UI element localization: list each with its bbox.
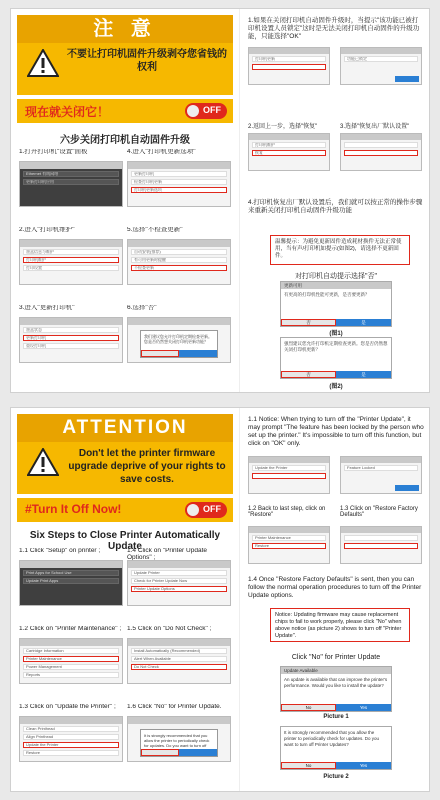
dialog-text: It is strongly recommended that you allow the printer to periodically check for updates. Do you want to turn off [144,733,210,748]
screen-row-highlighted [344,150,418,156]
notes-column [239,9,431,392]
warning-icon [27,448,59,476]
step-screenshot [19,638,123,684]
step-label: 6.选择"否" [127,305,157,311]
choose-no-caption: Click "No" for Printer Update [291,654,381,661]
step-screenshot [19,716,123,762]
locked-screenshot-1 [248,47,330,85]
screen-row-highlighted: 打印机维护 [23,257,119,263]
step-1-2 [19,626,123,684]
step-4 [127,149,231,207]
screen-bar [341,457,421,463]
step-screenshot [19,317,123,363]
step-1-6 [127,704,231,762]
restore-screenshot-2 [340,133,422,171]
screen-row-highlighted: Do Not Check [131,664,227,670]
screen-row: 有可用更新时提醒 [131,257,227,263]
screen-row: 更新打印机 [131,171,227,177]
screen-row: Printer Maintenance [252,535,326,541]
screen-row-highlighted: Restore [252,543,326,549]
screen-bar [128,717,230,724]
step-label: 1.1 Click "Setup" on printer ; [19,548,101,554]
screen-row-highlighted: Printer Update Options [131,586,227,592]
turn-off-bar [17,99,233,123]
screen-row: Print Apps for School Use [23,570,119,576]
steps-title: 六步关闭打印机自动固件升级 [60,135,190,146]
locked-screenshot-1 [248,456,330,494]
screen-row-highlighted: Printer Maintenance [23,656,119,662]
step-screenshot [127,560,231,606]
screen-row: 打印机维护 [252,142,326,148]
step-screenshot [19,560,123,606]
screen-bar [128,240,230,247]
yes-button [179,350,217,357]
screen-bar [341,527,421,533]
dialog-buttons [141,350,217,357]
screen-row: 检查打印机更新 [131,179,227,185]
screen-row: Feature Locked [344,465,418,471]
steps-title: Six Steps to Close Printer Automatically Update [29,530,221,552]
screen-bar [341,48,421,54]
no-button: No [281,762,336,769]
warning-icon [27,49,59,77]
screen-row: Update Printer [131,570,227,576]
notice-box: 温馨提示：为避免更新固件造成耗材换件无法正常使用，当有声/打印机如提示(如图2)，请选择不更新固件。 [270,235,410,265]
warning-banner [17,414,233,494]
screen-bar [128,318,230,325]
step-label: 1.3 Click on "Update the Printer" ; [19,704,116,710]
screen-bar [128,162,230,169]
picture-1-caption: Picture 1 [323,714,349,720]
screen-bar [249,48,329,54]
screen-row: Check for Printer Update Now [131,578,227,584]
step-screenshot [19,239,123,285]
dialog-body: An update is available that can improve the printer's performance. Would you like to install the update? [284,677,388,688]
screen-row: Align Printhead [23,734,119,740]
screen-row: 功能已锁定 [344,56,418,62]
screen-row: Restore [23,750,119,756]
step-screenshot [127,161,231,207]
turn-off-text: #Turn It Off Now! [25,502,122,516]
steps-column [11,9,239,392]
step-label: 1.5 Click on "Do Not Check" ; [127,626,212,632]
step-1-3 [19,704,123,762]
screen-bar [20,240,122,247]
screen-bar [128,561,230,568]
screen-row: Update Print Apps [23,578,119,584]
step-screenshot [127,317,231,363]
yes-button: 是 [336,319,391,326]
ok-button [395,76,419,82]
dialog-body: It is strongly recommended that you allow the printer to periodically check for updates. Do you want to turn off Printer Updates? [284,730,380,747]
screen-row: Power Management [23,664,119,670]
screen-row: Install Automatically (Recommended) [131,648,227,654]
screen-row: 打印机更新 [252,56,326,62]
screen-row-highlighted [252,473,326,479]
restore-screenshot-1 [248,133,330,171]
dialog-body: 强烈建议您允许打印机定期检查更新。您是否仍然想关闭打印机更新？ [284,341,388,352]
screen-bar [20,639,122,646]
off-toggle [185,502,227,518]
note-restore: 2.返回上一步，选择"恢复" [248,124,318,130]
toggle-label: OFF [203,504,221,514]
yes-button: Yes [336,704,391,711]
screen-row: Alert When Available [131,656,227,662]
screen-row: 墨盒信息与维护 [23,249,119,255]
screen-row-highlighted: 打印机更新选项 [131,187,227,193]
no-button: No [281,704,336,711]
no-button: 否 [281,319,336,326]
banner-title: ATTENTION [17,414,233,442]
step-1 [19,149,123,207]
note-after-restore: 1.4 Once "Restore Factory Defaults" is sent, then you can follow the normal operation procedures to turn off the Printer Update options. [248,576,422,599]
yes-button: 是 [336,371,391,378]
dialog-text: 我们建议您允许打印机定期检查更新。您是否仍然想关闭打印机更新功能？ [144,334,212,344]
screen-row: Clean Printhead [23,726,119,732]
step-3 [19,305,123,363]
restore-screenshot-1 [248,526,330,564]
step-screenshot [127,239,231,285]
screen-bar [249,457,329,463]
step-screenshot [19,161,123,207]
turn-off-bar [17,498,233,522]
step-2 [19,227,123,285]
warning-banner [17,15,233,95]
choose-no-caption: 对打印机自动提示选择"否" [295,273,377,280]
step-screenshot [127,638,231,684]
off-toggle [185,103,227,119]
warning-text: 不要让打印机固件升级剥夺您省钱的权利 [67,49,227,73]
screen-row: Cartridge Information [23,648,119,654]
notice-box: Notice: Updating firmware may cause replacement chips to fail to work properly, please click "No" when above notice (as picture 2) shows to turn off "Printer Update". [270,608,410,642]
step-1-5 [127,626,231,684]
step-label: 2.进入"打印机维护" [19,227,75,233]
step-1-4 [127,548,231,606]
ok-button [395,485,419,491]
step-1-1 [19,548,123,606]
screen-bar [20,717,122,724]
warning-text: Don't let the printer firmware upgrade deprive of your rights to save costs. [68,448,226,485]
screen-bar [249,134,329,140]
screen-row: Update the Printer [252,465,326,471]
toggle-knob [187,504,199,516]
step-label: 3.进入"更新打印机" [19,305,75,311]
picture-2 [280,337,392,379]
note-locked: 1.如果在关闭打印机自动固件升级时，当提示"该功能已被打印机设置人员锁定"这时是无法关闭打印机自动固件的升级功能，只能选择"OK" [248,17,420,40]
screen-row-highlighted: Update the Printer [23,742,119,748]
screen-bar [341,134,421,140]
turn-off-text: 现在就关闭它！ [25,105,110,119]
steps-column [11,408,239,791]
yes-button: Yes [336,762,391,769]
update-dialog [140,729,218,757]
toggle-knob [187,105,199,117]
picture-1-caption: (图1) [329,331,343,337]
note-restore: 1.2 Back to last step, click on "Restore" [248,506,326,518]
picture-2-caption: Picture 2 [323,774,349,780]
screen-bar [20,561,122,568]
screen-row: 自动安装(推荐) [131,249,227,255]
screen-row: Ethernet 有线网络 [23,171,119,177]
screen-row-highlighted [344,543,418,549]
locked-screenshot-2 [340,456,422,494]
dialog-header: 更新可用 [281,282,391,289]
note-after-restore: 4.打印机恢复出厂默认设置后，我们就可以按正常的操作步骤来重新关闭打印机自动固件升级功能 [248,199,423,214]
picture-1 [280,281,392,327]
screen-bar [249,527,329,533]
step-6 [127,305,231,363]
screen-row: 打印设置 [23,265,119,271]
picture-2-caption: (图2) [329,384,343,390]
english-infographic [10,407,430,792]
dialog-body: 有更高的打印机性能可更新，是否要更新？ [284,292,370,297]
step-5 [127,227,231,285]
screen-row [344,535,418,541]
screen-row: 更新打印机应用 [23,179,119,185]
no-button: 否 [281,371,336,378]
picture-1 [280,666,392,712]
screen-row: 墨盒状态 [23,327,119,333]
dialog-buttons [141,749,217,756]
no-button [141,749,179,756]
screen-bar [20,318,122,325]
screen-row-highlighted: 更新打印机 [23,335,119,341]
chinese-infographic [10,8,430,393]
note-restore-defaults: 3.选择"恢复出厂默认设置" [340,124,410,130]
step-label: 1.4 Click on "Printer Update Options" ; [127,548,207,560]
step-label: 1.2 Click on "Printer Maintenance" ; [19,626,122,632]
dialog-header: Update Available [281,667,391,674]
note-restore-defaults: 1.3 Click on "Restore Factory Defaults" [340,506,418,518]
toggle-label: OFF [203,105,221,115]
yes-button [179,749,217,756]
screen-row-highlighted: 不检查更新 [131,265,227,271]
restore-screenshot-2 [340,526,422,564]
banner-title: 注 意 [17,15,233,43]
screen-row-highlighted: 恢复 [252,150,326,156]
step-label: 4.进入"打印机更新选项" [127,149,196,155]
step-label: 1.打开打印机"设置"面板 [19,149,88,155]
step-label: 1.6 Click "No" for Printer Update. [127,704,222,710]
note-locked: 1.1 Notice: When trying to turn off the "Printer Update", it may prompt "The feature has been locked by the person who set up the printer." It's impossible to turn off this function, but click on "OK" only. [248,416,424,447]
screen-row: 重设打印机 [23,343,119,349]
step-label: 5.选择"不检查更新" [127,227,183,233]
screen-row: Reports [23,672,119,678]
notes-column [239,408,431,791]
screen-row [344,142,418,148]
locked-screenshot-2 [340,47,422,85]
screen-bar [20,162,122,169]
update-dialog [140,330,218,358]
screen-row-highlighted [252,64,326,70]
no-button [141,350,179,357]
screen-bar [128,639,230,646]
picture-2 [280,726,392,770]
step-screenshot [127,716,231,762]
